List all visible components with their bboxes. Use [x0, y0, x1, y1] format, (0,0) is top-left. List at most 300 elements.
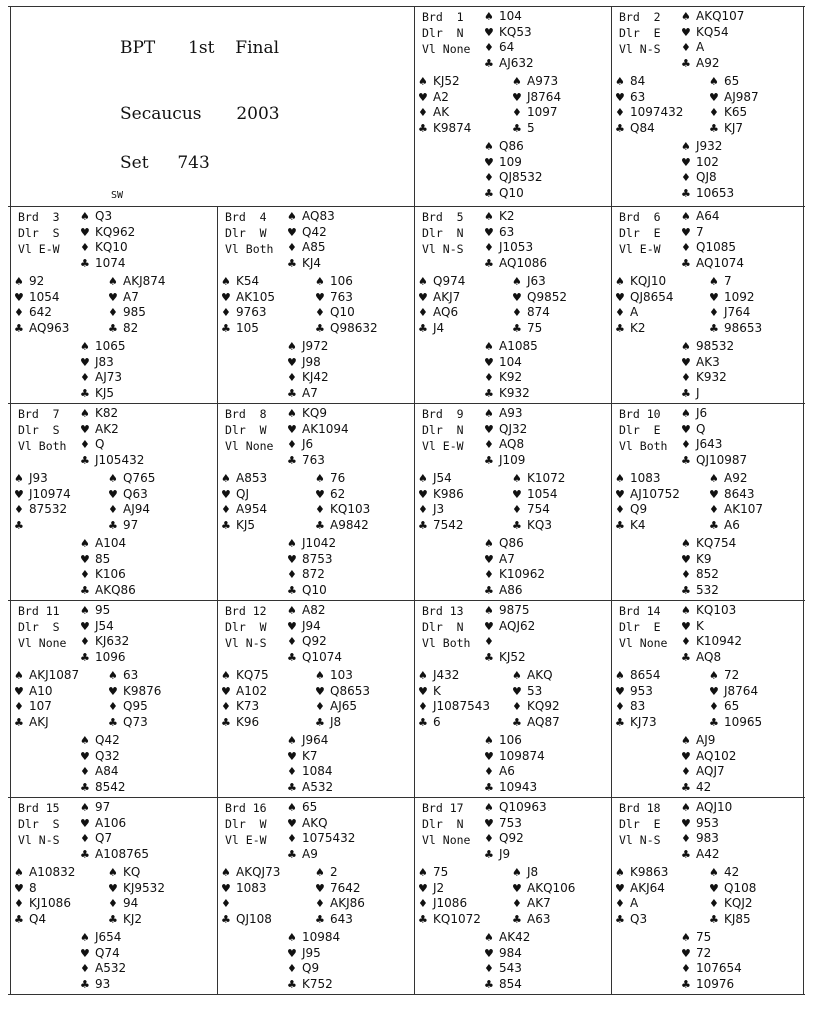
diamond-icon: ♦ — [512, 503, 522, 516]
cards: A92 — [724, 471, 748, 485]
club-icon: ♣ — [418, 121, 428, 135]
cards: 65 — [724, 699, 740, 713]
west-suit-line — [14, 699, 79, 715]
west-suit-line — [418, 668, 490, 684]
north-suit-line — [80, 240, 135, 256]
west-suit-line — [418, 90, 471, 106]
cards: KQ9 — [302, 406, 327, 420]
cards: 63 — [123, 668, 139, 682]
cards: K9 — [696, 551, 712, 566]
cards: A6 — [724, 517, 740, 532]
west-suit-line — [14, 487, 71, 503]
north-suit-line — [484, 240, 547, 256]
south-suit-line — [484, 155, 543, 171]
west-hand — [221, 865, 280, 927]
diamond-icon: ♦ — [709, 106, 719, 119]
south-suit-line — [681, 780, 736, 796]
west-suit-line — [418, 865, 481, 881]
cards: AK105 — [236, 289, 275, 304]
south-suit-line — [80, 930, 126, 946]
cards: J1086 — [433, 896, 468, 910]
diamond-icon: ♦ — [615, 106, 625, 119]
north-suit-line — [484, 619, 535, 635]
south-suit-line — [681, 552, 736, 568]
east-suit-line — [709, 668, 762, 684]
spade-icon: ♠ — [681, 210, 691, 223]
south-suit-line — [80, 961, 126, 977]
cards: Q3 — [95, 209, 113, 223]
cards: AJ94 — [123, 502, 151, 516]
west-suit-line — [221, 699, 269, 715]
diamond-icon: ♦ — [221, 700, 231, 713]
east-suit-line — [512, 290, 567, 306]
south-hand — [681, 339, 734, 401]
cards: J964 — [302, 733, 329, 747]
cards: Q92 — [302, 634, 327, 648]
diamond-icon: ♦ — [80, 765, 90, 778]
west-suit-line — [221, 668, 269, 684]
south-suit-line — [80, 552, 136, 568]
south-suit-line — [681, 170, 734, 186]
cards: Q10963 — [499, 800, 547, 814]
east-suit-line — [512, 896, 575, 912]
north-suit-line — [484, 40, 534, 56]
dealer: S — [52, 226, 60, 240]
east-suit-line — [315, 321, 378, 337]
cards: 42 — [724, 865, 740, 879]
cards: K9874 — [433, 120, 472, 135]
south-suit-line — [80, 946, 126, 962]
west-hand — [221, 668, 269, 730]
north-suit-line — [287, 816, 355, 832]
set-number: 743 — [177, 153, 210, 173]
club-icon: ♣ — [484, 847, 494, 861]
north-suit-line — [681, 256, 744, 272]
event-name: BPT — [120, 38, 156, 58]
club-icon: ♣ — [80, 453, 90, 467]
cards: 97 — [95, 800, 111, 814]
board-8 — [217, 405, 413, 601]
west-suit-line — [221, 487, 267, 503]
north-suit-line — [484, 56, 534, 72]
south-suit-line — [681, 339, 734, 355]
cards: A973 — [527, 74, 559, 88]
cards: AQ8 — [696, 649, 722, 664]
north-suit-line — [80, 816, 149, 832]
south-suit-line — [80, 536, 136, 552]
cards: K92 — [499, 370, 523, 384]
spade-icon: ♠ — [315, 866, 325, 879]
dealer: N — [456, 26, 464, 40]
north-hand — [287, 603, 342, 665]
heart-icon: ♥ — [80, 749, 90, 763]
east-suit-line — [512, 321, 567, 337]
vulnerability: None — [639, 636, 668, 650]
north-suit-line — [484, 406, 527, 422]
north-suit-line — [484, 225, 547, 241]
south-suit-line — [484, 536, 545, 552]
heart-icon: ♥ — [484, 25, 494, 39]
heart-icon: ♥ — [681, 749, 691, 763]
north-suit-line — [80, 225, 135, 241]
south-hand — [484, 339, 538, 401]
cards: Q — [95, 437, 105, 451]
heart-icon: ♥ — [80, 225, 90, 239]
diamond-icon: ♦ — [80, 962, 90, 975]
cards: K4 — [630, 517, 646, 532]
cards: 8654 — [630, 668, 661, 682]
cards: A92 — [696, 55, 720, 70]
club-icon: ♣ — [80, 977, 90, 991]
cards: AJ987 — [724, 89, 759, 104]
east-suit-line — [709, 487, 763, 503]
heart-icon: ♥ — [512, 684, 522, 698]
south-suit-line — [287, 567, 336, 583]
heart-icon: ♥ — [484, 816, 494, 830]
dealer: W — [259, 226, 267, 240]
cards: A93 — [499, 406, 523, 420]
west-suit-line — [221, 865, 280, 881]
south-suit-line — [287, 536, 336, 552]
cards: 642 — [29, 305, 52, 319]
club-icon: ♣ — [709, 121, 719, 135]
club-icon: ♣ — [418, 321, 428, 335]
west-suit-line — [615, 487, 680, 503]
east-suit-line — [512, 865, 575, 881]
spade-icon: ♠ — [287, 734, 297, 747]
club-icon: ♣ — [681, 453, 691, 467]
cards: 5 — [527, 120, 535, 135]
east-hand — [512, 274, 567, 336]
event-city: Secaucus — [120, 104, 202, 124]
south-suit-line — [681, 946, 742, 962]
cards: K986 — [433, 486, 464, 501]
north-suit-line — [80, 619, 129, 635]
cards: 65 — [724, 74, 740, 88]
north-suit-line — [80, 831, 149, 847]
club-icon: ♣ — [287, 977, 297, 991]
east-suit-line — [315, 715, 370, 731]
cards: J95 — [302, 945, 321, 960]
cards: 75 — [433, 865, 449, 879]
cards: K10942 — [696, 634, 743, 648]
east-suit-line — [108, 684, 161, 700]
east-suit-line — [512, 487, 565, 503]
cards: 62 — [330, 486, 346, 501]
north-suit-line — [484, 209, 547, 225]
north-suit-line — [80, 634, 129, 650]
heart-icon: ♥ — [681, 946, 691, 960]
vulnerability: E-W — [442, 439, 464, 453]
south-suit-line — [681, 536, 736, 552]
west-suit-line — [221, 290, 275, 306]
dealer: E — [653, 817, 661, 831]
board-info: Brd 1 Dlr N Vl None — [422, 10, 471, 56]
diamond-icon: ♦ — [287, 765, 297, 778]
cards: 42 — [696, 779, 712, 794]
cards: A10832 — [29, 865, 76, 879]
east-suit-line — [709, 699, 762, 715]
east-suit-line — [315, 305, 378, 321]
cards: AQ6 — [433, 305, 459, 319]
board-info: Brd 12 Dlr W Vl N-S — [225, 604, 267, 650]
cards: AKQ107 — [696, 9, 745, 23]
cards: AQ83 — [302, 209, 335, 223]
cards: AQJ7 — [696, 764, 725, 778]
cards: A — [630, 305, 639, 319]
heart-icon: ♥ — [80, 355, 90, 369]
cards: 532 — [696, 582, 719, 597]
cards: 874 — [527, 305, 550, 319]
board-number: 14 — [646, 604, 661, 618]
cards: 84 — [630, 74, 646, 88]
south-suit-line — [484, 733, 545, 749]
cards: 643 — [330, 911, 353, 926]
diamond-icon: ♦ — [287, 635, 297, 648]
west-suit-line — [14, 321, 69, 337]
cards: Q9 — [302, 961, 320, 975]
south-hand — [484, 930, 530, 992]
south-suit-line — [681, 186, 734, 202]
spade-icon: ♠ — [681, 801, 691, 814]
west-suit-line — [221, 912, 280, 928]
west-suit-line — [221, 896, 280, 912]
north-suit-line — [484, 800, 547, 816]
north-suit-line — [80, 453, 144, 469]
south-suit-line — [484, 370, 538, 386]
club-icon: ♣ — [315, 518, 325, 532]
club-icon: ♣ — [484, 186, 494, 200]
dealer: W — [259, 620, 267, 634]
south-suit-line — [80, 780, 126, 796]
diamond-icon: ♦ — [315, 700, 325, 713]
cards: AKQJ73 — [236, 865, 281, 879]
vulnerability: None — [38, 636, 67, 650]
cards: J1042 — [302, 536, 337, 550]
west-suit-line — [615, 518, 680, 534]
spade-icon: ♠ — [484, 10, 494, 23]
diamond-icon: ♦ — [80, 568, 90, 581]
cards: 106 — [499, 733, 522, 747]
board-info: Brd 11 Dlr S Vl None — [18, 604, 67, 650]
heart-icon: ♥ — [709, 487, 719, 501]
heart-icon: ♥ — [512, 881, 522, 895]
north-hand — [681, 9, 744, 71]
south-suit-line — [287, 977, 340, 993]
west-suit-line — [418, 881, 481, 897]
east-suit-line — [315, 668, 370, 684]
heart-icon: ♥ — [615, 487, 625, 501]
club-icon: ♣ — [709, 518, 719, 532]
heart-icon: ♥ — [681, 355, 691, 369]
board-number: 3 — [52, 210, 60, 224]
cards: AKQ106 — [527, 880, 576, 895]
cards: 984 — [499, 945, 522, 960]
west-suit-line — [221, 502, 267, 518]
east-hand — [315, 274, 378, 336]
club-icon: ♣ — [615, 518, 625, 532]
heart-icon: ♥ — [484, 552, 494, 566]
club-icon: ♣ — [287, 453, 297, 467]
club-icon: ♣ — [512, 121, 522, 135]
cards: KJ52 — [433, 74, 460, 88]
north-suit-line — [681, 9, 744, 25]
south-suit-line — [80, 764, 126, 780]
cards: J109 — [499, 452, 526, 467]
west-suit-line — [615, 74, 683, 90]
cards: 104 — [499, 9, 522, 23]
west-suit-line — [418, 518, 464, 534]
dealer: S — [52, 817, 60, 831]
east-suit-line — [108, 699, 161, 715]
spade-icon: ♠ — [484, 931, 494, 944]
heart-icon: ♥ — [80, 552, 90, 566]
heart-icon: ♥ — [418, 290, 428, 304]
diamond-icon: ♦ — [681, 171, 691, 184]
south-suit-line — [287, 370, 329, 386]
west-suit-line — [418, 684, 490, 700]
diamond-icon: ♦ — [681, 438, 691, 451]
spade-icon: ♠ — [80, 210, 90, 223]
south-hand — [681, 930, 742, 992]
west-hand — [14, 668, 79, 730]
east-suit-line — [315, 502, 370, 518]
club-icon: ♣ — [315, 912, 325, 926]
west-suit-line — [14, 896, 75, 912]
east-suit-line — [709, 105, 759, 121]
north-suit-line — [484, 9, 534, 25]
east-suit-line — [512, 502, 565, 518]
vulnerability: None — [245, 439, 274, 453]
west-suit-line — [418, 487, 464, 503]
diamond-icon: ♦ — [287, 568, 297, 581]
west-hand — [221, 274, 275, 336]
cards: AJ632 — [499, 55, 534, 70]
cards: Q10 — [302, 582, 327, 597]
cards: J432 — [433, 668, 460, 682]
east-suit-line — [108, 274, 166, 290]
cards: 75 — [696, 930, 712, 944]
spade-icon: ♠ — [484, 801, 494, 814]
west-suit-line — [14, 305, 69, 321]
east-hand — [108, 865, 165, 927]
west-suit-line — [418, 105, 471, 121]
cards: 98653 — [724, 320, 763, 335]
west-suit-line — [615, 502, 680, 518]
cards: QJ32 — [499, 421, 528, 436]
cards: J3 — [433, 502, 445, 516]
cards: 7642 — [330, 880, 361, 895]
cards: 10653 — [696, 185, 735, 200]
board-3 — [10, 208, 206, 404]
club-icon: ♣ — [80, 650, 90, 664]
cards: AK3 — [696, 354, 720, 369]
board-info: Brd 8 Dlr W Vl None — [225, 407, 274, 453]
north-suit-line — [681, 40, 744, 56]
north-suit-line — [287, 406, 349, 422]
south-suit-line — [484, 567, 545, 583]
club-icon: ♣ — [681, 256, 691, 270]
west-suit-line — [418, 74, 471, 90]
east-suit-line — [315, 274, 378, 290]
diamond-icon: ♦ — [108, 700, 118, 713]
north-suit-line — [287, 256, 335, 272]
north-suit-line — [484, 256, 547, 272]
cards: KQ103 — [696, 603, 737, 617]
club-icon: ♣ — [14, 518, 24, 532]
cards: KJ73 — [630, 714, 657, 729]
cards: K10962 — [499, 567, 546, 581]
spade-icon: ♠ — [709, 866, 719, 879]
south-suit-line — [287, 961, 340, 977]
north-hand — [681, 800, 732, 862]
heart-icon: ♥ — [615, 90, 625, 104]
south-suit-line — [681, 370, 734, 386]
heart-icon: ♥ — [484, 422, 494, 436]
club-icon: ♣ — [418, 715, 428, 729]
cards: QJ8654 — [630, 289, 674, 304]
heart-icon: ♥ — [80, 816, 90, 830]
west-suit-line — [14, 518, 71, 534]
east-suit-line — [709, 502, 763, 518]
cards: J83 — [95, 354, 114, 369]
board-number: 10 — [646, 407, 661, 421]
cards: 852 — [696, 567, 719, 581]
east-suit-line — [315, 912, 365, 928]
north-suit-line — [681, 831, 732, 847]
cards: 83 — [630, 699, 646, 713]
heart-icon: ♥ — [108, 487, 118, 501]
club-icon: ♣ — [80, 583, 90, 597]
north-suit-line — [287, 453, 349, 469]
cards: K96 — [236, 714, 260, 729]
spade-icon: ♠ — [484, 604, 494, 617]
west-hand — [418, 471, 464, 533]
cards: KQ103 — [330, 502, 371, 516]
dealer: S — [52, 423, 60, 437]
board-12 — [217, 602, 413, 798]
cards: J8764 — [527, 89, 562, 104]
club-icon: ♣ — [484, 56, 494, 70]
cards: Q84 — [630, 120, 655, 135]
club-icon: ♣ — [418, 518, 428, 532]
diamond-icon: ♦ — [80, 635, 90, 648]
east-suit-line — [512, 121, 561, 137]
spade-icon: ♠ — [315, 669, 325, 682]
cards: A84 — [95, 764, 119, 778]
south-suit-line — [681, 977, 742, 993]
north-suit-line — [80, 800, 149, 816]
spade-icon: ♠ — [221, 275, 231, 288]
south-suit-line — [287, 386, 329, 402]
cards: A42 — [696, 846, 720, 861]
cards: AKJ64 — [630, 880, 665, 895]
heart-icon: ♥ — [709, 290, 719, 304]
spade-icon: ♠ — [418, 669, 428, 682]
spade-icon: ♠ — [14, 275, 24, 288]
east-suit-line — [512, 74, 561, 90]
south-suit-line — [681, 567, 736, 583]
board-number: 15 — [45, 801, 60, 815]
dealer: N — [456, 620, 464, 634]
club-icon: ♣ — [681, 386, 691, 400]
diamond-icon: ♦ — [80, 371, 90, 384]
dealer: N — [456, 423, 464, 437]
cards: K2 — [499, 209, 515, 223]
north-suit-line — [681, 422, 747, 438]
north-suit-line — [287, 240, 335, 256]
club-icon: ♣ — [14, 321, 24, 335]
